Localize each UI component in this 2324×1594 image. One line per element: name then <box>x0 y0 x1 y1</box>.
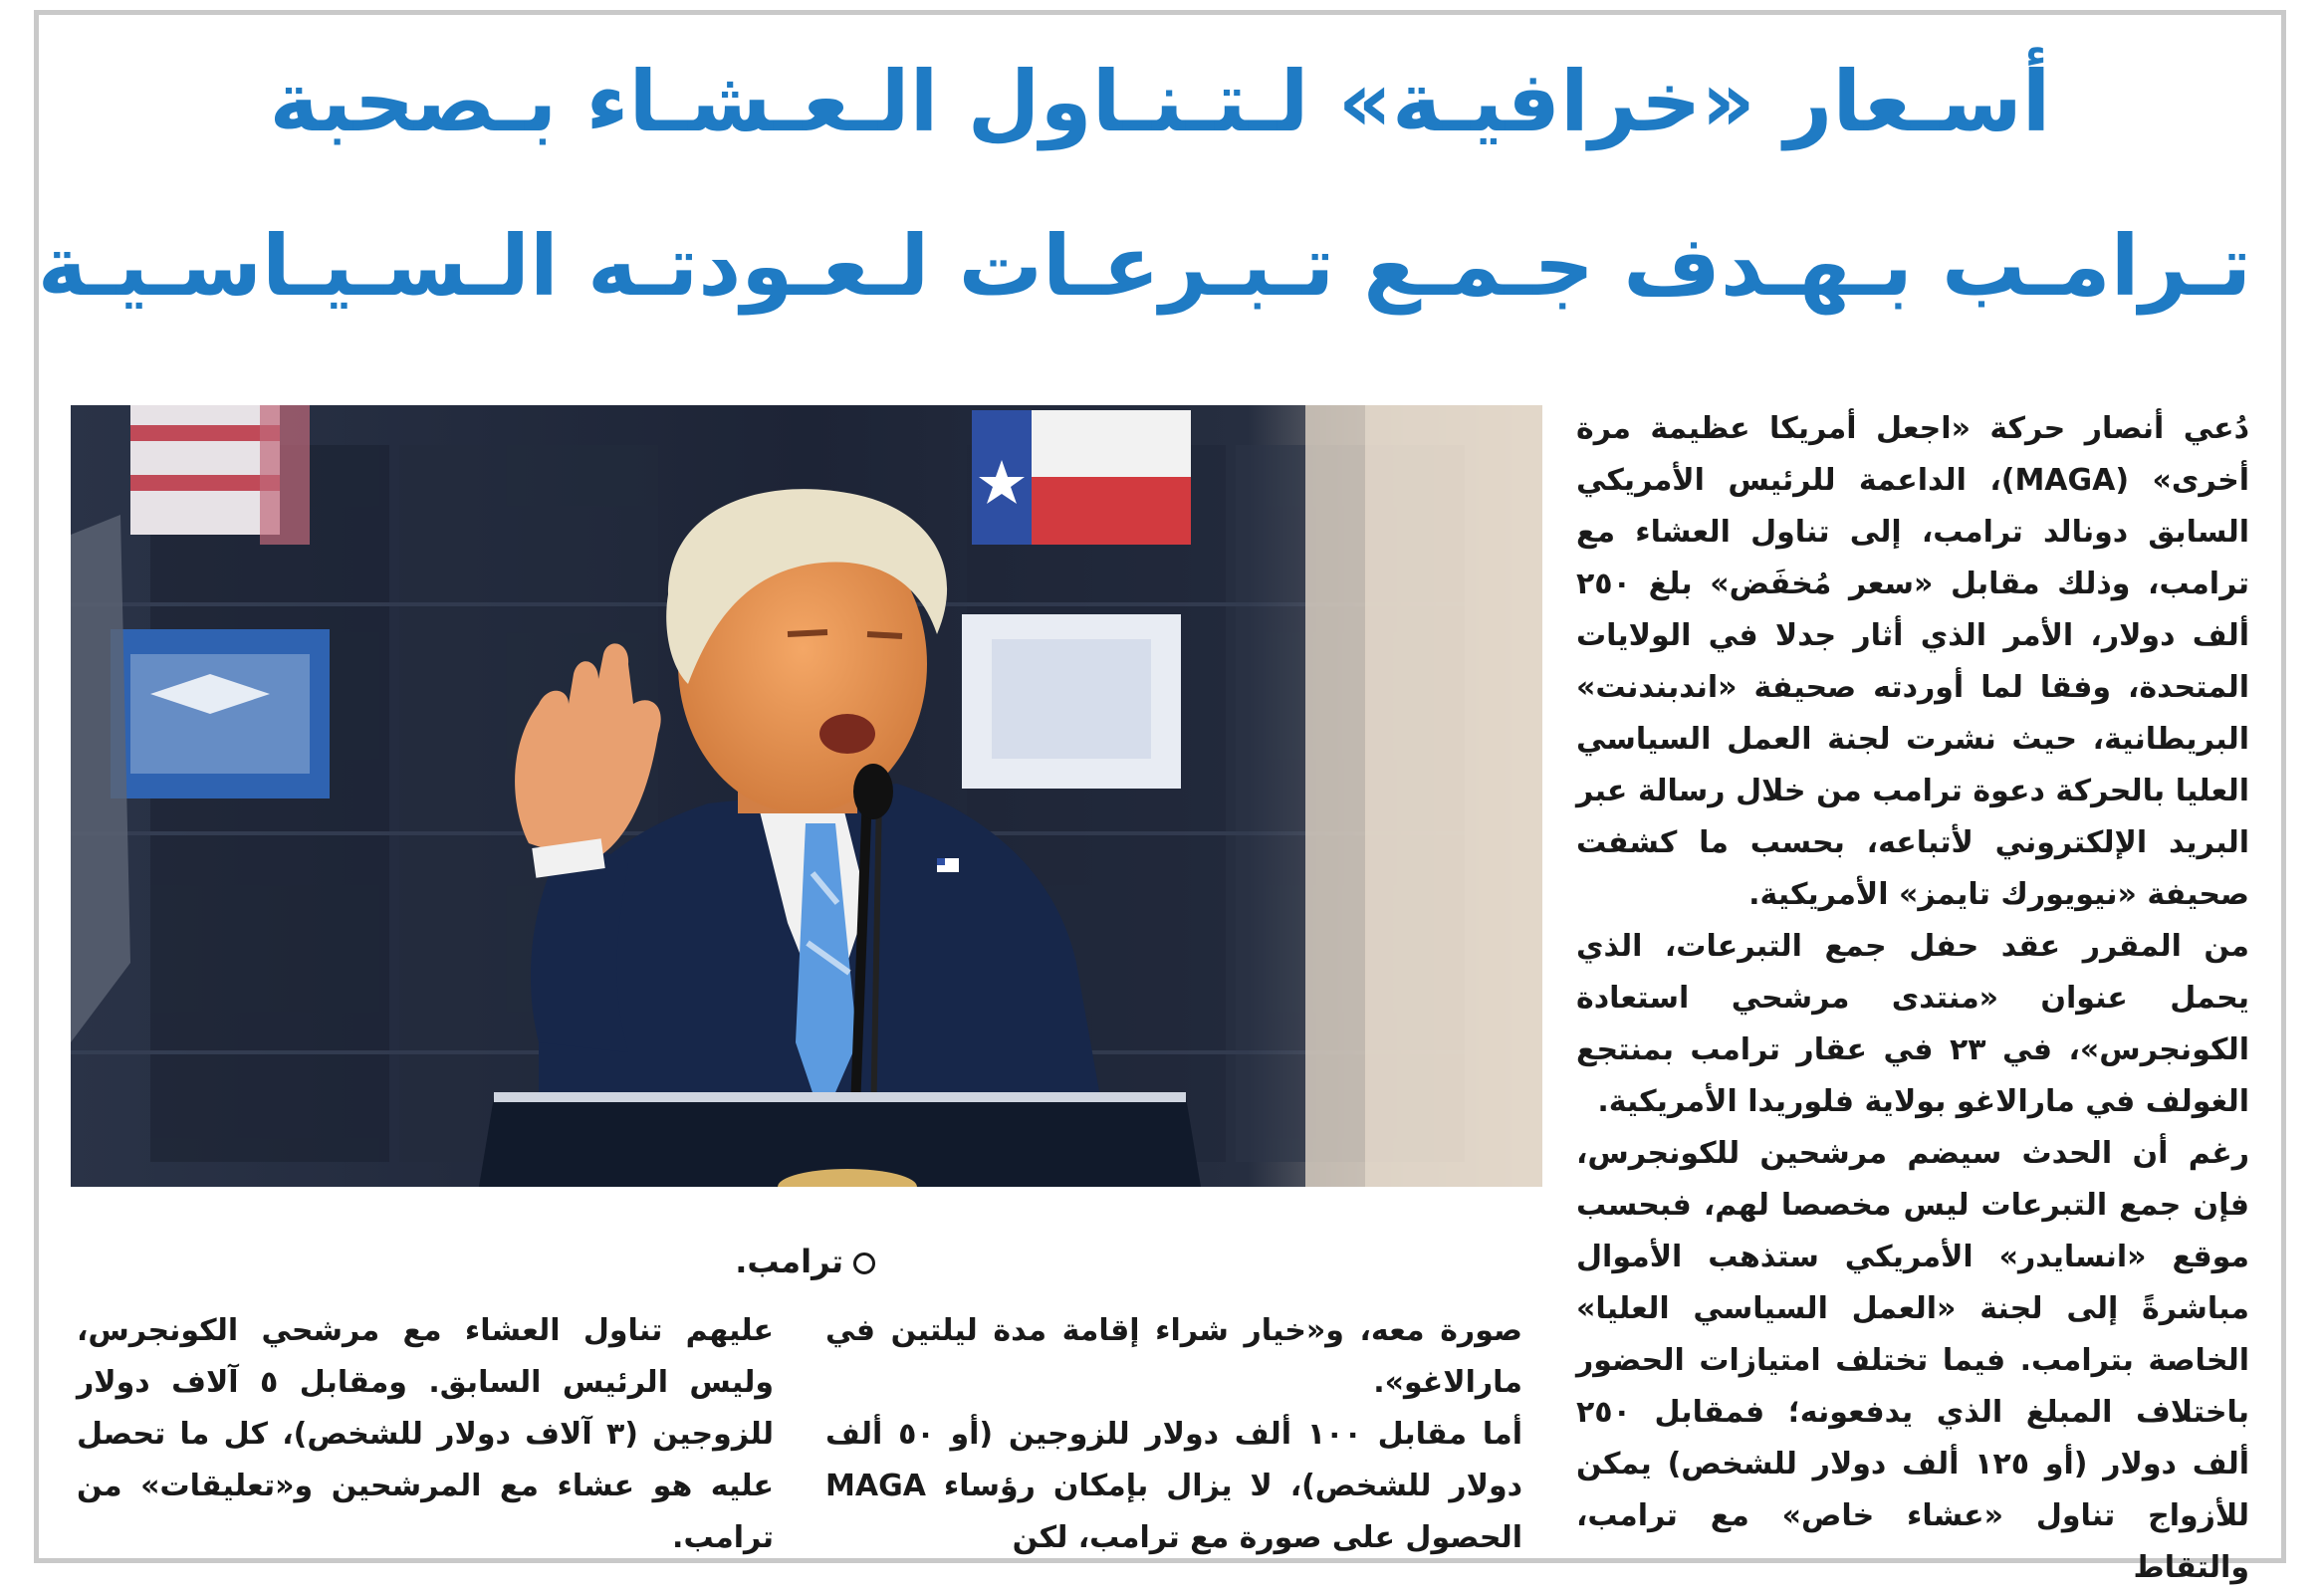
article-column-left <box>77 1305 774 1564</box>
caption-text: ترامب. <box>735 1243 843 1280</box>
paragraph: أما مقابل ١٠٠ ألف دولار للزوجين (أو ٥٠ ألف دولار للشخص)، لا يزال بإمكان رؤساء MAGA الحصول على صورة مع ترامب، لكن <box>825 1417 1522 1555</box>
newspaper-page <box>34 10 2286 1585</box>
headline-line-2: تـرامـب بـهـدف جـمـع تـبـرعـات لـعـودتـه الـسـيـاسـيـة <box>37 217 2251 315</box>
article-column-right <box>1576 403 2249 1594</box>
paragraph: دُعي أنصار حركة «اجعل أمريكا عظيمة مرة أخرى» (MAGA)، الداعمة للرئيس الأمريكي السابق دونالد ترامب، إلى تناول العشاء مع ترامب، وذلك مقابل «سعر مُخفَض» بلغ ٢٥٠ ألف دولار، الأمر الذي أثار جدلا في الولايات المتحدة، وفقا لما أوردته صحيفة «اندبندنت» البريطانية، حيث نشرت لجنة العمل السياسي العليا بالحركة دعوة ترامب من خلال رسالة عبر البريد الإلكتروني لأتباعه، بحسب ما كشفت صحيفة «نيويورك تايمز» الأمريكية. <box>1576 411 2249 912</box>
paragraph: صورة معه، و«خيار شراء إقامة مدة ليلتين في مارالاغو». <box>825 1313 1522 1400</box>
headline-line-1: أسـعار «خرافيـة» لـتـنـاول الـعـشـاء بـصحبة <box>269 53 2051 150</box>
caption-bullet-icon <box>853 1252 875 1274</box>
paragraph: عليهم تناول العشاء مع مرشحي الكونجرس، وليس الرئيس السابق. ومقابل ٥ آلاف دولار للزوجين (٣ آلاف دولار للشخص)، كل ما تحصل عليه هو عشاء مع المرشحين و«تعليقات» من ترامب. <box>77 1313 774 1555</box>
photo-caption <box>577 1243 875 1280</box>
article-photo <box>71 405 1542 1187</box>
paragraph: رغم أن الحدث سيضم مرشحين للكونجرس، فإن جمع التبرعات ليس مخصصا لهم، فبحسب موقع «انسايدر» الأمريكي ستذهب الأموال مباشرةً إلى لجنة «العمل السياسي العليا» الخاصة بترامب. فيما تختلف امتيازات الحضور باختلاف المبلغ الذي يدفعونه؛ فمقابل ٢٥٠ ألف دولار (أو ١٢٥ ألف دولار للشخص) يمكن للأزواج تناول «عشاء خاص» مع ترامب، والتقاط <box>1576 1136 2249 1585</box>
speaker-at-podium-photo <box>71 405 1542 1187</box>
article-column-middle <box>825 1305 1522 1564</box>
paragraph: من المقرر عقد حفل جمع التبرعات، الذي يحمل عنوان «منتدى مرشحي استعادة الكونجرس»، في ٢٣ في عقار ترامب بمنتجع الغولف في مارالاغو بولاية فلوريدا الأمريكية. <box>1576 929 2249 1119</box>
